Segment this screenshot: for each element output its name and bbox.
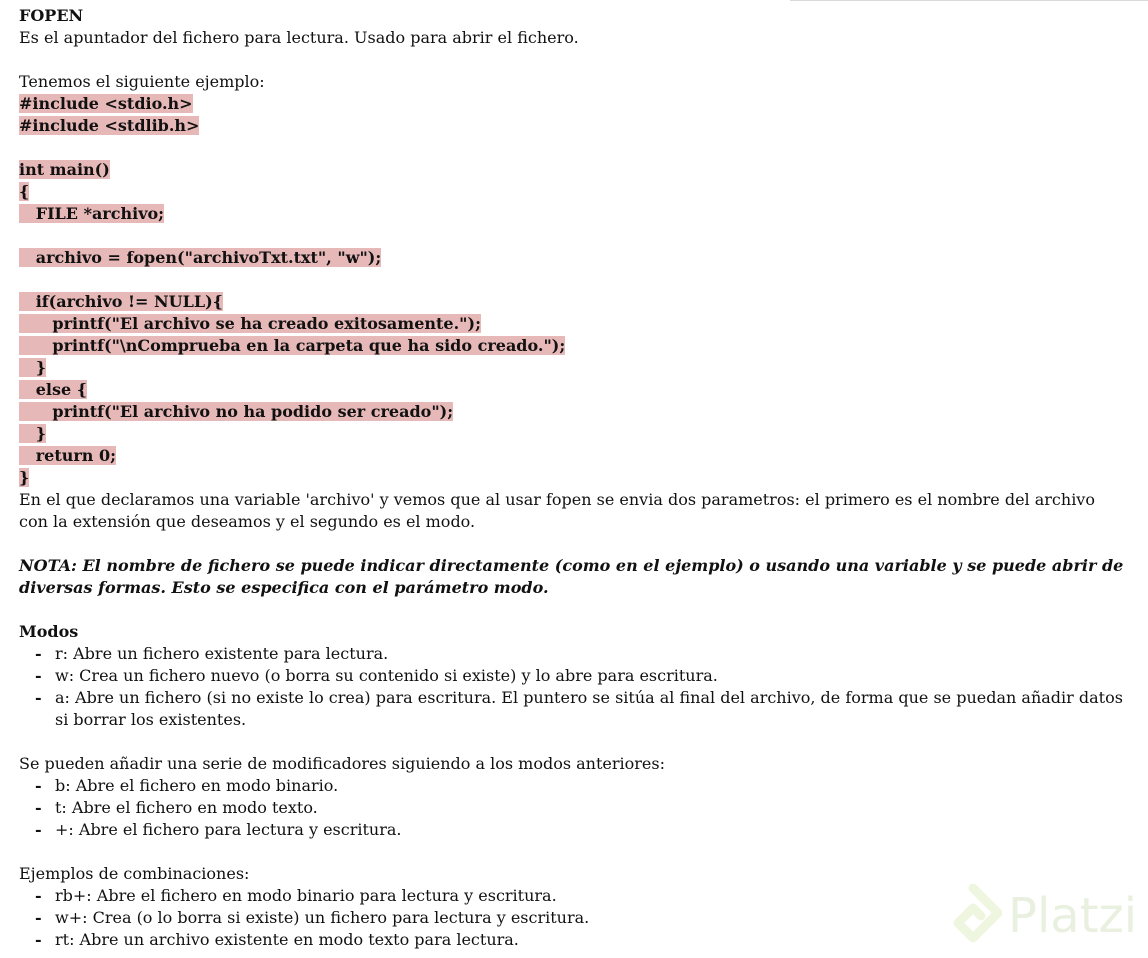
dash-bullet: - — [35, 930, 42, 949]
modifiers-list — [19, 775, 1128, 841]
list-item-text: +: Abre el fichero para lectura y escritura. — [55, 820, 402, 839]
list-item-text: w+: Crea (o lo borra si existe) un fichero para lectura y escritura. — [55, 908, 590, 927]
code-line: } — [19, 358, 46, 377]
list-item — [19, 687, 1128, 731]
list-item — [19, 819, 1128, 841]
list-item-text: a: Abre un fichero (si no existe lo crea) para escritura. El puntero se sitúa al final del archivo, de forma que se puedan añadir datos si borrar los existentes. — [55, 688, 1123, 729]
code-line: } — [19, 424, 46, 443]
code-line: int main() — [19, 160, 110, 179]
modes-heading: Modos — [19, 622, 79, 641]
spacer — [19, 731, 1128, 753]
list-item-text: r: Abre un fichero existente para lectura. — [55, 644, 389, 663]
code-block — [19, 93, 1128, 489]
dash-bullet: - — [35, 666, 42, 685]
explanation-text: En el que declaramos una variable 'archivo' y vemos que al usar fopen se envia dos parametros: el primero es el nombre del archivo con la extensión que deseamos y el segundo es el modo. — [19, 490, 1095, 531]
document-body — [19, 5, 1128, 951]
list-item — [19, 797, 1128, 819]
dash-bullet: - — [35, 688, 42, 707]
spacer — [19, 599, 1128, 621]
dash-bullet: - — [35, 908, 42, 927]
code-line: { — [19, 182, 30, 201]
list-item-text: rb+: Abre el fichero en modo binario para lectura y escritura. — [55, 886, 557, 905]
code-line: printf("\nComprueba en la carpeta que ha sido creado."); — [19, 336, 566, 355]
example-heading: Tenemos el siguiente ejemplo: — [19, 72, 265, 91]
dash-bullet: - — [35, 886, 42, 905]
list-item-text: t: Abre el fichero en modo texto. — [55, 798, 318, 817]
dash-bullet: - — [35, 776, 42, 795]
top-divider — [790, 0, 1148, 1]
list-item — [19, 665, 1128, 687]
code-line: FILE *archivo; — [19, 204, 165, 223]
code-line: archivo = fopen("archivoTxt.txt", "w"); — [19, 248, 382, 267]
platzi-logo-icon — [944, 884, 1002, 948]
platzi-watermark-text: Platzi — [1008, 888, 1138, 944]
dash-bullet: - — [35, 820, 42, 839]
document-title: FOPEN — [19, 6, 84, 25]
list-item — [19, 775, 1128, 797]
code-line: #include <stdlib.h> — [19, 116, 200, 135]
list-item-text: rt: Abre un archivo existente en modo texto para lectura. — [55, 930, 519, 949]
code-line: return 0; — [19, 446, 117, 465]
dash-bullet: - — [35, 644, 42, 663]
code-line: } — [19, 468, 30, 487]
combinations-heading: Ejemplos de combinaciones: — [19, 864, 250, 883]
code-line: else { — [19, 380, 88, 399]
code-line: if(archivo != NULL){ — [19, 292, 223, 311]
code-line: #include <stdio.h> — [19, 94, 193, 113]
spacer — [19, 533, 1128, 555]
modifiers-heading: Se pueden añadir una serie de modificadores siguiendo a los modos anteriores: — [19, 754, 665, 773]
list-item-text: b: Abre el fichero en modo binario. — [55, 776, 339, 795]
modes-list — [19, 643, 1128, 731]
dash-bullet: - — [35, 798, 42, 817]
spacer — [19, 49, 1128, 71]
platzi-watermark — [944, 884, 1144, 954]
code-line: printf("El archivo no ha podido ser creado"); — [19, 402, 454, 421]
list-item — [19, 643, 1128, 665]
code-line: printf("El archivo se ha creado exitosamente."); — [19, 314, 481, 333]
intro-text: Es el apuntador del fichero para lectura. Usado para abrir el fichero. — [19, 28, 579, 47]
spacer — [19, 841, 1128, 863]
note-text: NOTA: El nombre de fichero se puede indicar directamente (como en el ejemplo) o usando una variable y se puede abrir de diversas formas. Esto se especifica con el parámetro modo. — [19, 556, 1124, 597]
list-item-text: w: Crea un fichero nuevo (o borra su contenido si existe) y lo abre para escritura. — [55, 666, 718, 685]
